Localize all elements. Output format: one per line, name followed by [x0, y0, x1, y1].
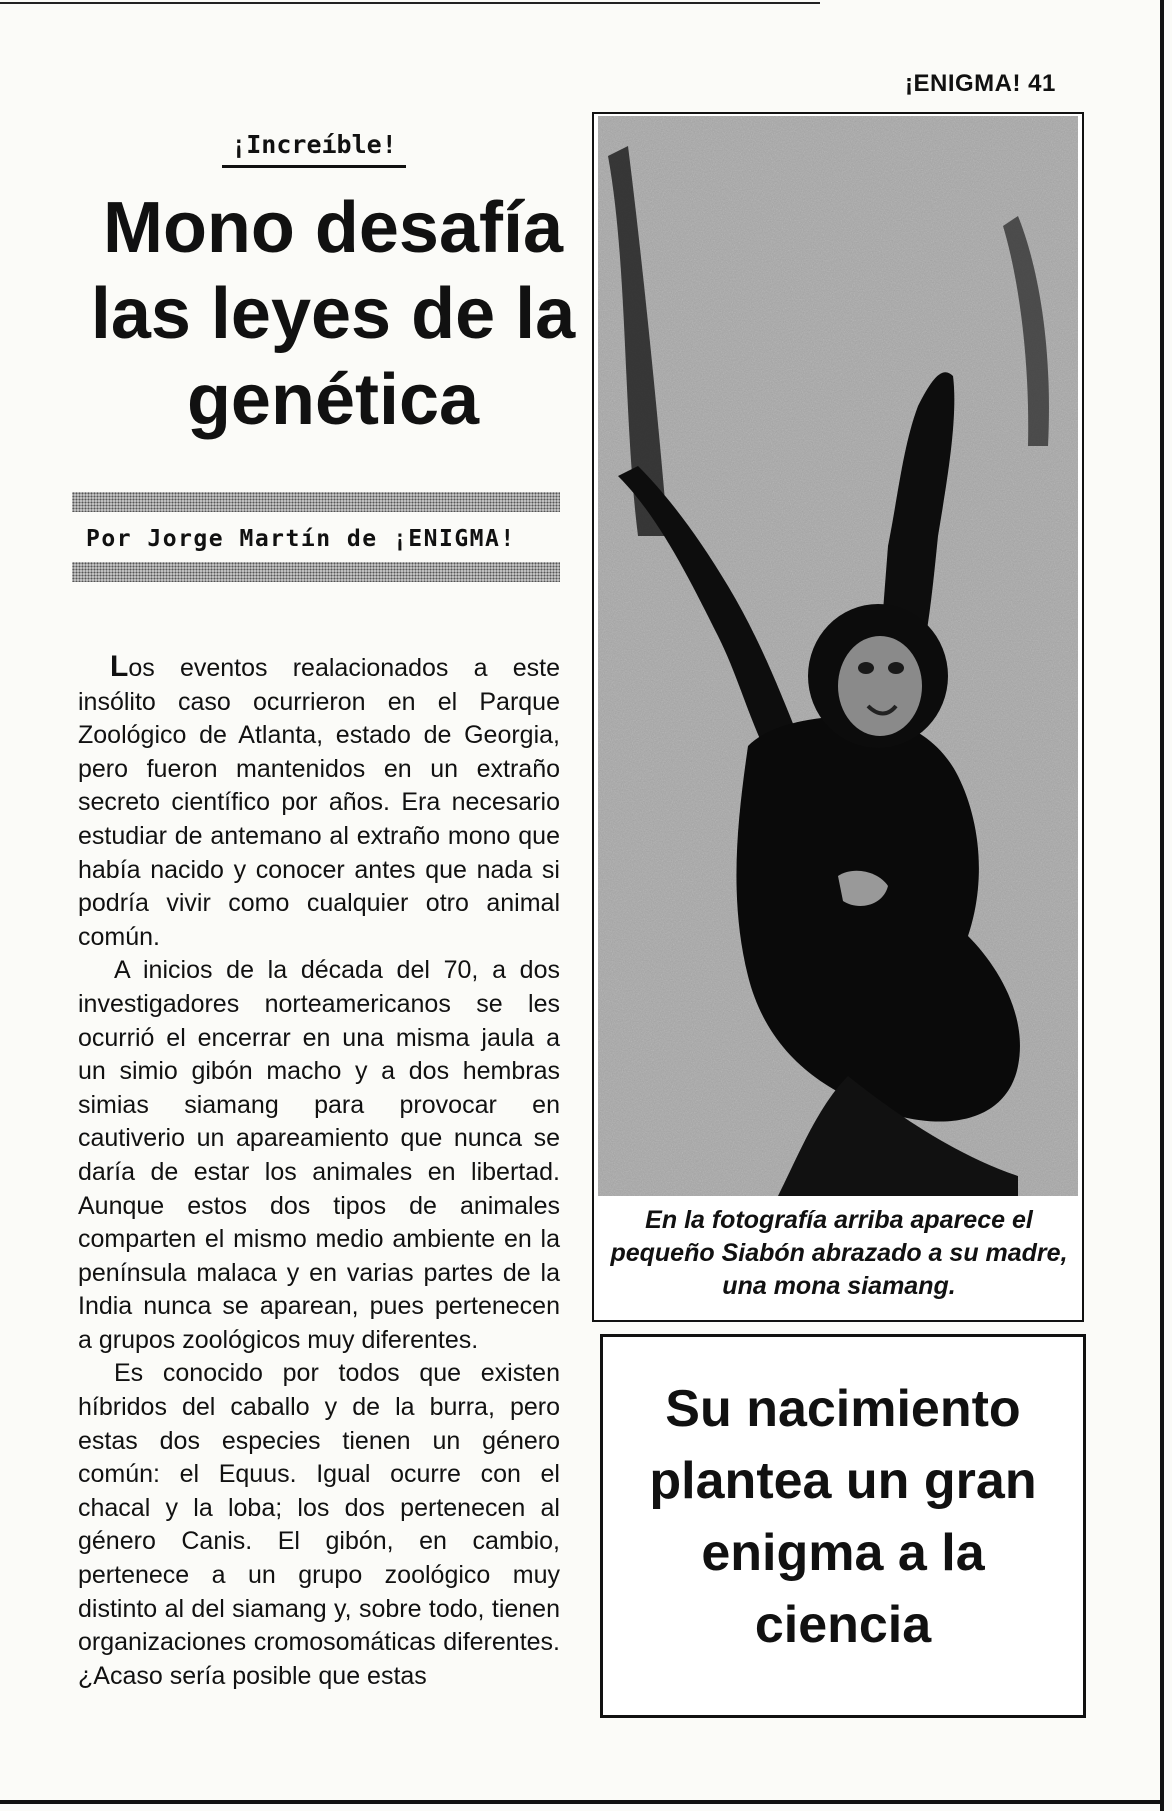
- article-body: [78, 650, 560, 1693]
- page-edge-bottom: [0, 1800, 1164, 1804]
- byline: Por Jorge Martín de ¡ENIGMA!: [86, 526, 516, 552]
- top-edge-rule: [0, 2, 820, 4]
- byline-rule-bottom: [72, 562, 560, 582]
- pull-quote: Su nacimiento plantea un gran enigma a la ciencia: [649, 1380, 1037, 1654]
- photo-caption: En la fotografía arriba aparece el pequeño Siabón abrazado a su madre, una mona siamang.: [610, 1206, 1068, 1300]
- page-edge-right: [1160, 0, 1164, 1811]
- ape-photo: [598, 116, 1078, 1196]
- section-tag: ¡Increíble!: [222, 130, 406, 168]
- byline-rule-top: [72, 492, 560, 512]
- page-number-header: ¡ENIGMA! 41: [905, 70, 1056, 97]
- paragraph-3: Es conocido por todos que existen híbridos del caballo y de la burra, pero estas dos especies tienen un género común: el Equus. Igual ocurre con el chacal y la loba; los dos pertenecen al género Canis. El gibón, en cambio, pertenece a un grupo zoológico muy distinto al del siamang y, sobre todo, tienen organizaciones cromosomáticas diferentes. ¿Acaso sería posible que estas: [78, 1359, 560, 1690]
- paragraph-2: A inicios de la década del 70, a dos investigadores norteamericanos se les ocurrió el encerrar en una misma jaula a un simio gibón macho y a dos hembras simias siamang para provocar en cautiverio un apareamiento que nunca se daría de estar los animales en libertad. Aunque estos dos tipos de animales comparten el mismo medio ambiente en la península malaca y en varias partes de la India nunca se aparean, pues pertenecen a grupos zoológicos muy diferentes.: [78, 956, 560, 1354]
- paragraph-1: [78, 650, 560, 954]
- drop-cap: L: [110, 650, 129, 683]
- photo-frame: [592, 112, 1084, 1322]
- paragraph-1-text: os eventos realacionados a este insólito caso ocurrieron en el Parque Zoológico de Atlanta, estado de Georgia, pero fueron mantenidos en un extraño secreto científico por años. Era necesario estudiar de antemano al extraño mono que había nacido y conocer antes que nada si podría vivir como cualquier otro animal común.: [78, 654, 560, 951]
- headline: Mono desafía las leyes de la genética: [90, 188, 576, 440]
- pull-quote-box: [600, 1334, 1086, 1718]
